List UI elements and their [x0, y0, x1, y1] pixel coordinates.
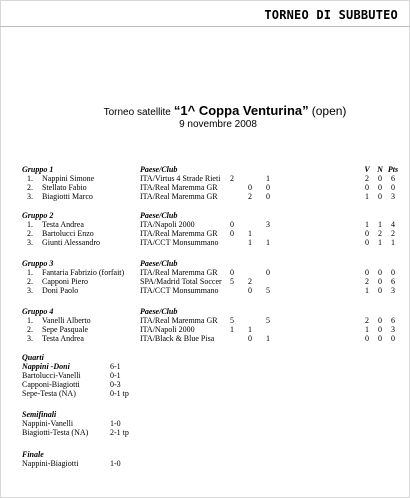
- wins-value: 0: [365, 229, 369, 238]
- event-heading: [0, 103, 410, 118]
- table-row: [22, 268, 402, 277]
- wins-value: 2: [365, 277, 369, 286]
- event-date: 9 novembre 2008: [179, 119, 257, 130]
- draws-value: 1: [378, 220, 382, 229]
- group-title: Gruppo 2: [22, 211, 54, 220]
- row-number: 3.: [27, 192, 33, 201]
- semifinals-section: [22, 410, 222, 437]
- wins-value: 0: [365, 183, 369, 192]
- player-name: Bartolucci Enzo: [42, 229, 94, 238]
- player-club: ITA/Virtus 4 Strade Rieti: [140, 174, 221, 183]
- points-value: 3: [391, 325, 395, 334]
- player-club: ITA/Black & Blue Pisa: [140, 334, 215, 343]
- points-value: 6: [391, 316, 395, 325]
- player-club: ITA/Napoli 2000: [140, 220, 195, 229]
- player-name: Doni Paolo: [42, 286, 79, 295]
- match-row: [22, 389, 222, 398]
- player-name: Nappini Simone: [42, 174, 95, 183]
- player-club: SPA/Madrid Total Soccer: [140, 277, 222, 286]
- row-number: 1.: [27, 268, 33, 277]
- player-name: Testa Andrea: [42, 334, 84, 343]
- quarterfinals-section: [22, 353, 222, 398]
- player-club: ITA/Real Maremma GR: [140, 268, 218, 277]
- match-name: Nappini -Doni: [22, 362, 70, 371]
- group-2: [22, 211, 402, 247]
- match-score: 0: [266, 183, 270, 192]
- player-club: ITA/Real Maremma GR: [140, 316, 218, 325]
- table-row: [22, 316, 402, 325]
- table-row: [22, 183, 402, 192]
- row-number: 1.: [27, 220, 33, 229]
- player-name: Giunti Alessandro: [42, 238, 100, 247]
- match-result: 1-0: [110, 419, 121, 428]
- draws-value: 2: [378, 229, 382, 238]
- points-value: 0: [391, 268, 395, 277]
- section-title-row: [22, 410, 222, 419]
- group-title: Gruppo 3: [22, 259, 54, 268]
- draws-value: 0: [378, 334, 382, 343]
- match-name: Nappini-Vanelli: [22, 419, 74, 428]
- player-club: ITA/Napoli 2000: [140, 325, 195, 334]
- match-score: 5: [266, 316, 270, 325]
- points-value: 4: [391, 220, 395, 229]
- match-score: 1: [266, 174, 270, 183]
- match-result: 1-0: [110, 459, 121, 468]
- row-number: 2.: [27, 277, 33, 286]
- draws-value: 0: [378, 286, 382, 295]
- match-score: 1: [248, 229, 252, 238]
- row-number: 2.: [27, 183, 33, 192]
- group-header: [22, 165, 402, 174]
- player-name: Biagiotti Marco: [42, 192, 93, 201]
- table-row: [22, 192, 402, 201]
- match-score: 0: [266, 268, 270, 277]
- event-suffix: (open): [311, 104, 347, 118]
- group-1: [22, 165, 402, 201]
- match-score: 0: [230, 220, 234, 229]
- match-score: 1: [230, 325, 234, 334]
- club-header: Paese/Club: [140, 211, 178, 220]
- match-name: Bartolucci-Vanelli: [22, 371, 81, 380]
- match-score: 5: [230, 316, 234, 325]
- row-number: 2.: [27, 229, 33, 238]
- wins-value: 2: [365, 316, 369, 325]
- row-number: 1.: [27, 316, 33, 325]
- match-name: Nappini-Biagiotti: [22, 459, 79, 468]
- match-row: [22, 428, 222, 437]
- wins-value: 1: [365, 325, 369, 334]
- points-header: Pts: [387, 165, 399, 174]
- wins-header: V: [364, 165, 370, 174]
- match-result: 6-1: [110, 362, 121, 371]
- group-title: Gruppo 4: [22, 307, 54, 316]
- event-prefix: Torneo satellite: [103, 107, 171, 118]
- group-header: [22, 259, 402, 268]
- match-result: 0-3: [110, 380, 121, 389]
- match-score: 1: [266, 334, 270, 343]
- match-row: [22, 380, 222, 389]
- player-name: Stellato Fabio: [42, 183, 87, 192]
- quarterfinals-title: Quarti: [22, 353, 44, 362]
- wins-value: 0: [365, 334, 369, 343]
- club-header: Paese/Club: [140, 307, 178, 316]
- site-title: TORNEO DI SUBBUTEO: [264, 8, 398, 22]
- match-score: 3: [266, 220, 270, 229]
- draws-value: 1: [378, 238, 382, 247]
- match-row: [22, 371, 222, 380]
- table-row: [22, 286, 402, 295]
- points-value: 0: [391, 334, 395, 343]
- player-name: Testa Andrea: [42, 220, 84, 229]
- match-row: [22, 419, 222, 428]
- draws-value: 0: [378, 316, 382, 325]
- draws-value: 0: [378, 174, 382, 183]
- table-row: [22, 238, 402, 247]
- wins-value: 2: [365, 174, 369, 183]
- row-number: 3.: [27, 334, 33, 343]
- final-title: Finale: [22, 450, 44, 459]
- match-score: 0: [248, 183, 252, 192]
- table-row: [22, 174, 402, 183]
- points-value: 6: [391, 174, 395, 183]
- table-row: [22, 229, 402, 238]
- club-header: Paese/Club: [140, 259, 178, 268]
- draws-value: 0: [378, 277, 382, 286]
- draws-value: 0: [378, 183, 382, 192]
- points-value: 6: [391, 277, 395, 286]
- draws-value: 0: [378, 192, 382, 201]
- wins-value: 1: [365, 220, 369, 229]
- points-value: 3: [391, 192, 395, 201]
- player-club: ITA/CCT Monsummano: [140, 286, 219, 295]
- match-score: 1: [248, 238, 252, 247]
- match-score: 0: [248, 286, 252, 295]
- points-value: 3: [391, 286, 395, 295]
- title-divider: [0, 26, 410, 27]
- match-score: 0: [230, 229, 234, 238]
- match-score: 2: [230, 174, 234, 183]
- event-name: “1^ Coppa Venturina”: [173, 103, 309, 118]
- table-row: [22, 334, 402, 343]
- match-result: 0-1 tp: [110, 389, 129, 398]
- match-name: Sepe-Testa (NA): [22, 389, 76, 398]
- wins-value: 0: [365, 268, 369, 277]
- match-score: 1: [266, 238, 270, 247]
- player-name: Capponi Piero: [42, 277, 88, 286]
- match-result: 0-1: [110, 371, 121, 380]
- wins-value: 0: [365, 238, 369, 247]
- points-value: 1: [391, 238, 395, 247]
- match-score: 2: [248, 192, 252, 201]
- match-score: 0: [230, 268, 234, 277]
- match-result: 2-1 tp: [110, 428, 129, 437]
- match-score: 5: [230, 277, 234, 286]
- match-row: [22, 362, 222, 371]
- row-number: 3.: [27, 238, 33, 247]
- section-title-row: [22, 450, 222, 459]
- group-4: [22, 307, 402, 343]
- player-name: Vanelli Alberto: [42, 316, 91, 325]
- row-number: 1.: [27, 174, 33, 183]
- player-name: Sepe Pasquale: [42, 325, 88, 334]
- match-name: Biagiotti-Testa (NA): [22, 428, 89, 437]
- table-row: [22, 325, 402, 334]
- player-club: ITA/Real Maremma GR: [140, 183, 218, 192]
- group-header: [22, 307, 402, 316]
- points-value: 0: [391, 183, 395, 192]
- group-title: Gruppo 1: [22, 165, 54, 174]
- match-name: Capponi-Biagiotti: [22, 380, 80, 389]
- wins-value: 1: [365, 286, 369, 295]
- match-score: 5: [266, 286, 270, 295]
- draws-value: 0: [378, 268, 382, 277]
- section-title-row: [22, 353, 222, 362]
- draws-value: 0: [378, 325, 382, 334]
- row-number: 2.: [27, 325, 33, 334]
- group-header: [22, 211, 402, 220]
- match-score: 0: [266, 192, 270, 201]
- table-row: [22, 277, 402, 286]
- points-value: 2: [391, 229, 395, 238]
- player-club: ITA/CCT Monsummano: [140, 238, 219, 247]
- group-3: [22, 259, 402, 295]
- match-score: 2: [248, 277, 252, 286]
- player-club: ITA/Real Maremma GR: [140, 192, 218, 201]
- draws-header: N: [377, 165, 383, 174]
- row-number: 3.: [27, 286, 33, 295]
- semifinals-title: Semifinali: [22, 410, 57, 419]
- match-score: 0: [248, 334, 252, 343]
- player-club: ITA/Real Maremma GR: [140, 229, 218, 238]
- final-section: [22, 450, 222, 468]
- table-row: [22, 220, 402, 229]
- match-row: [22, 459, 222, 468]
- wins-value: 1: [365, 192, 369, 201]
- match-score: 1: [248, 325, 252, 334]
- player-name: Fantaria Fabrizio (forfait): [42, 268, 125, 277]
- club-header: Paese/Club: [140, 165, 178, 174]
